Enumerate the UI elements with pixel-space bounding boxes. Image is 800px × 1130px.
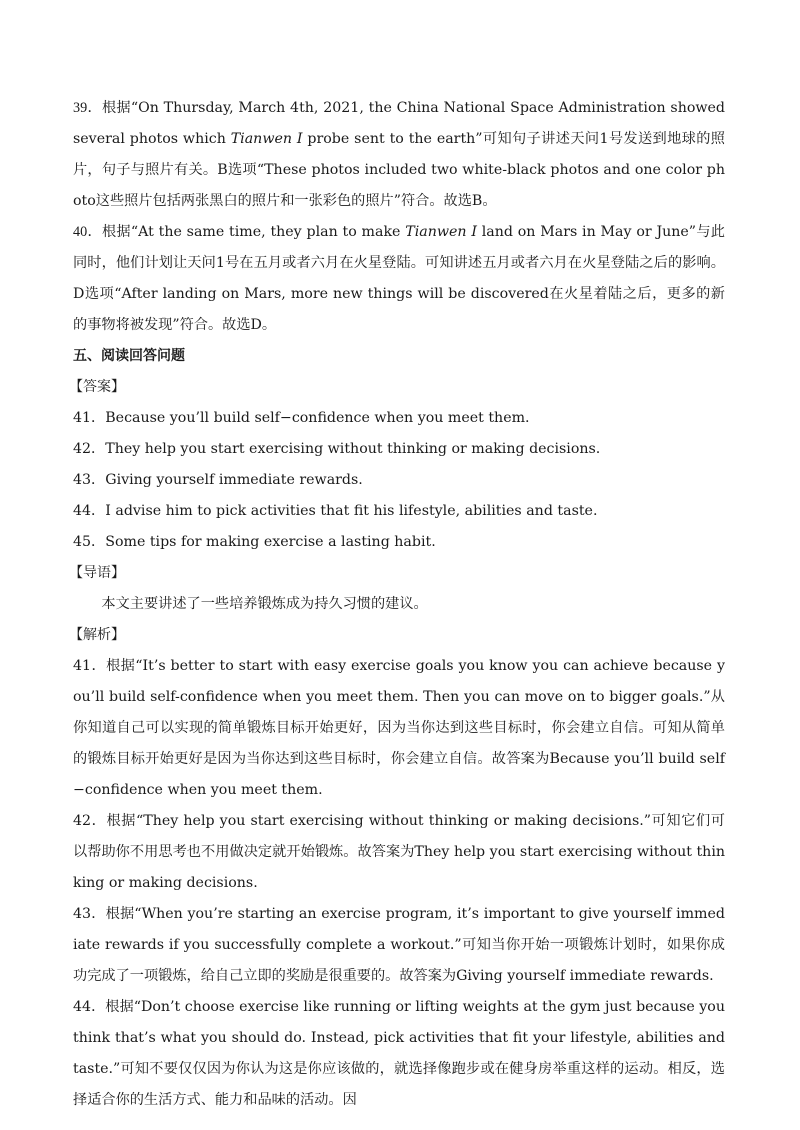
- item-number: 39．: [73, 100, 102, 116]
- answer-label: 【答案】: [69, 379, 125, 395]
- explanation-39: [73, 93, 725, 217]
- guide-label: 【导语】: [69, 565, 125, 581]
- answer-item: 45．Some tips for making exercise a lasting habit.: [73, 534, 436, 550]
- text-run: land on Mars in May or June”与此同时，他们计划让天问1号在五月或者六月在火星登陆。可知讲述五月或者六月在火星登陆之后的影响。D选项“After landing on Mars, more new things will be discovered在火星着陆之后，更多的新的事物将被发现”符合。故选D。: [73, 224, 725, 333]
- analysis-item: 44．根据“Don’t choose exercise like running or lifting weights at the gym just because you think that’s what you should do. Instead, pick activities that fit your lifestyle, abilities and taste.”可知不要仅仅因为你认为这是你应该做的，就选择像跑步或在健身房举重这样的运动。相反，选择适合你的生活方式、能力和品味的活动。因: [73, 999, 725, 1108]
- text-run: 根据“At the same time, they plan to make: [101, 224, 406, 240]
- analysis-item: 41．根据“It’s better to start with easy exercise goals you know you can achieve because you’ll build self-confidence when you meet them. Then you can move on to bigger goals.”从你知道自己可以实现的简单锻炼目标开始更好，因为当你达到这些目标时，你会建立自信。可知从简单的锻炼目标开始更好是因为当你达到这些目标时，你会建立自信。故答案为Because you’ll build self−confidence when you meet them.: [73, 658, 725, 798]
- analysis-item: 43．根据“When you’re starting an exercise program, it’s important to give yourself immediate rewards if you successfully complete a workout.”可知当你开始一项锻炼计划时，如果你成功完成了一项锻炼，给自己立即的奖励是很重要的。故答案为Giving yourself immediate rewards.: [73, 906, 725, 984]
- analysis-label: 【解析】: [69, 627, 125, 643]
- text-run: probe sent to the earth”可知句子讲述天问1号发送到地球的照片，句子与照片有关。B选项“These photos included two white-black photos and one color photo这些照片包括两张黑白的照片和一张彩色的照片”符合。故选B。: [73, 131, 725, 209]
- answer-item: 42．They help you start exercising without thinking or making decisions.: [73, 441, 601, 457]
- answer-item: 43．Giving yourself immediate rewards.: [73, 472, 363, 488]
- italic-text-run: Tianwen I: [230, 131, 303, 147]
- text-run: 根据“On Thursday, March 4th, 2021, the China National Space Administration showed several photos which: [73, 100, 725, 147]
- section-heading: 五、阅读回答问题: [73, 348, 185, 364]
- explanation-40: [73, 217, 725, 341]
- answer-item: 41．Because you’ll build self−confidence when you meet them.: [73, 410, 530, 426]
- answer-item: 44．I advise him to pick activities that fit his lifestyle, abilities and taste.: [73, 503, 598, 519]
- item-number: 40．: [73, 224, 102, 240]
- document-page: [69, 93, 725, 1116]
- italic-text-run: Tianwen I: [405, 224, 477, 240]
- guide-text: 本文主要讲述了一些培养锻炼成为持久习惯的建议。: [101, 596, 428, 612]
- analysis-item: 42．根据“They help you start exercising without thinking or making decisions.”可知它们可以帮助你不用思考也不用做决定就开始锻炼。故答案为They help you start exercising without thinking or making decisions.: [73, 813, 725, 891]
